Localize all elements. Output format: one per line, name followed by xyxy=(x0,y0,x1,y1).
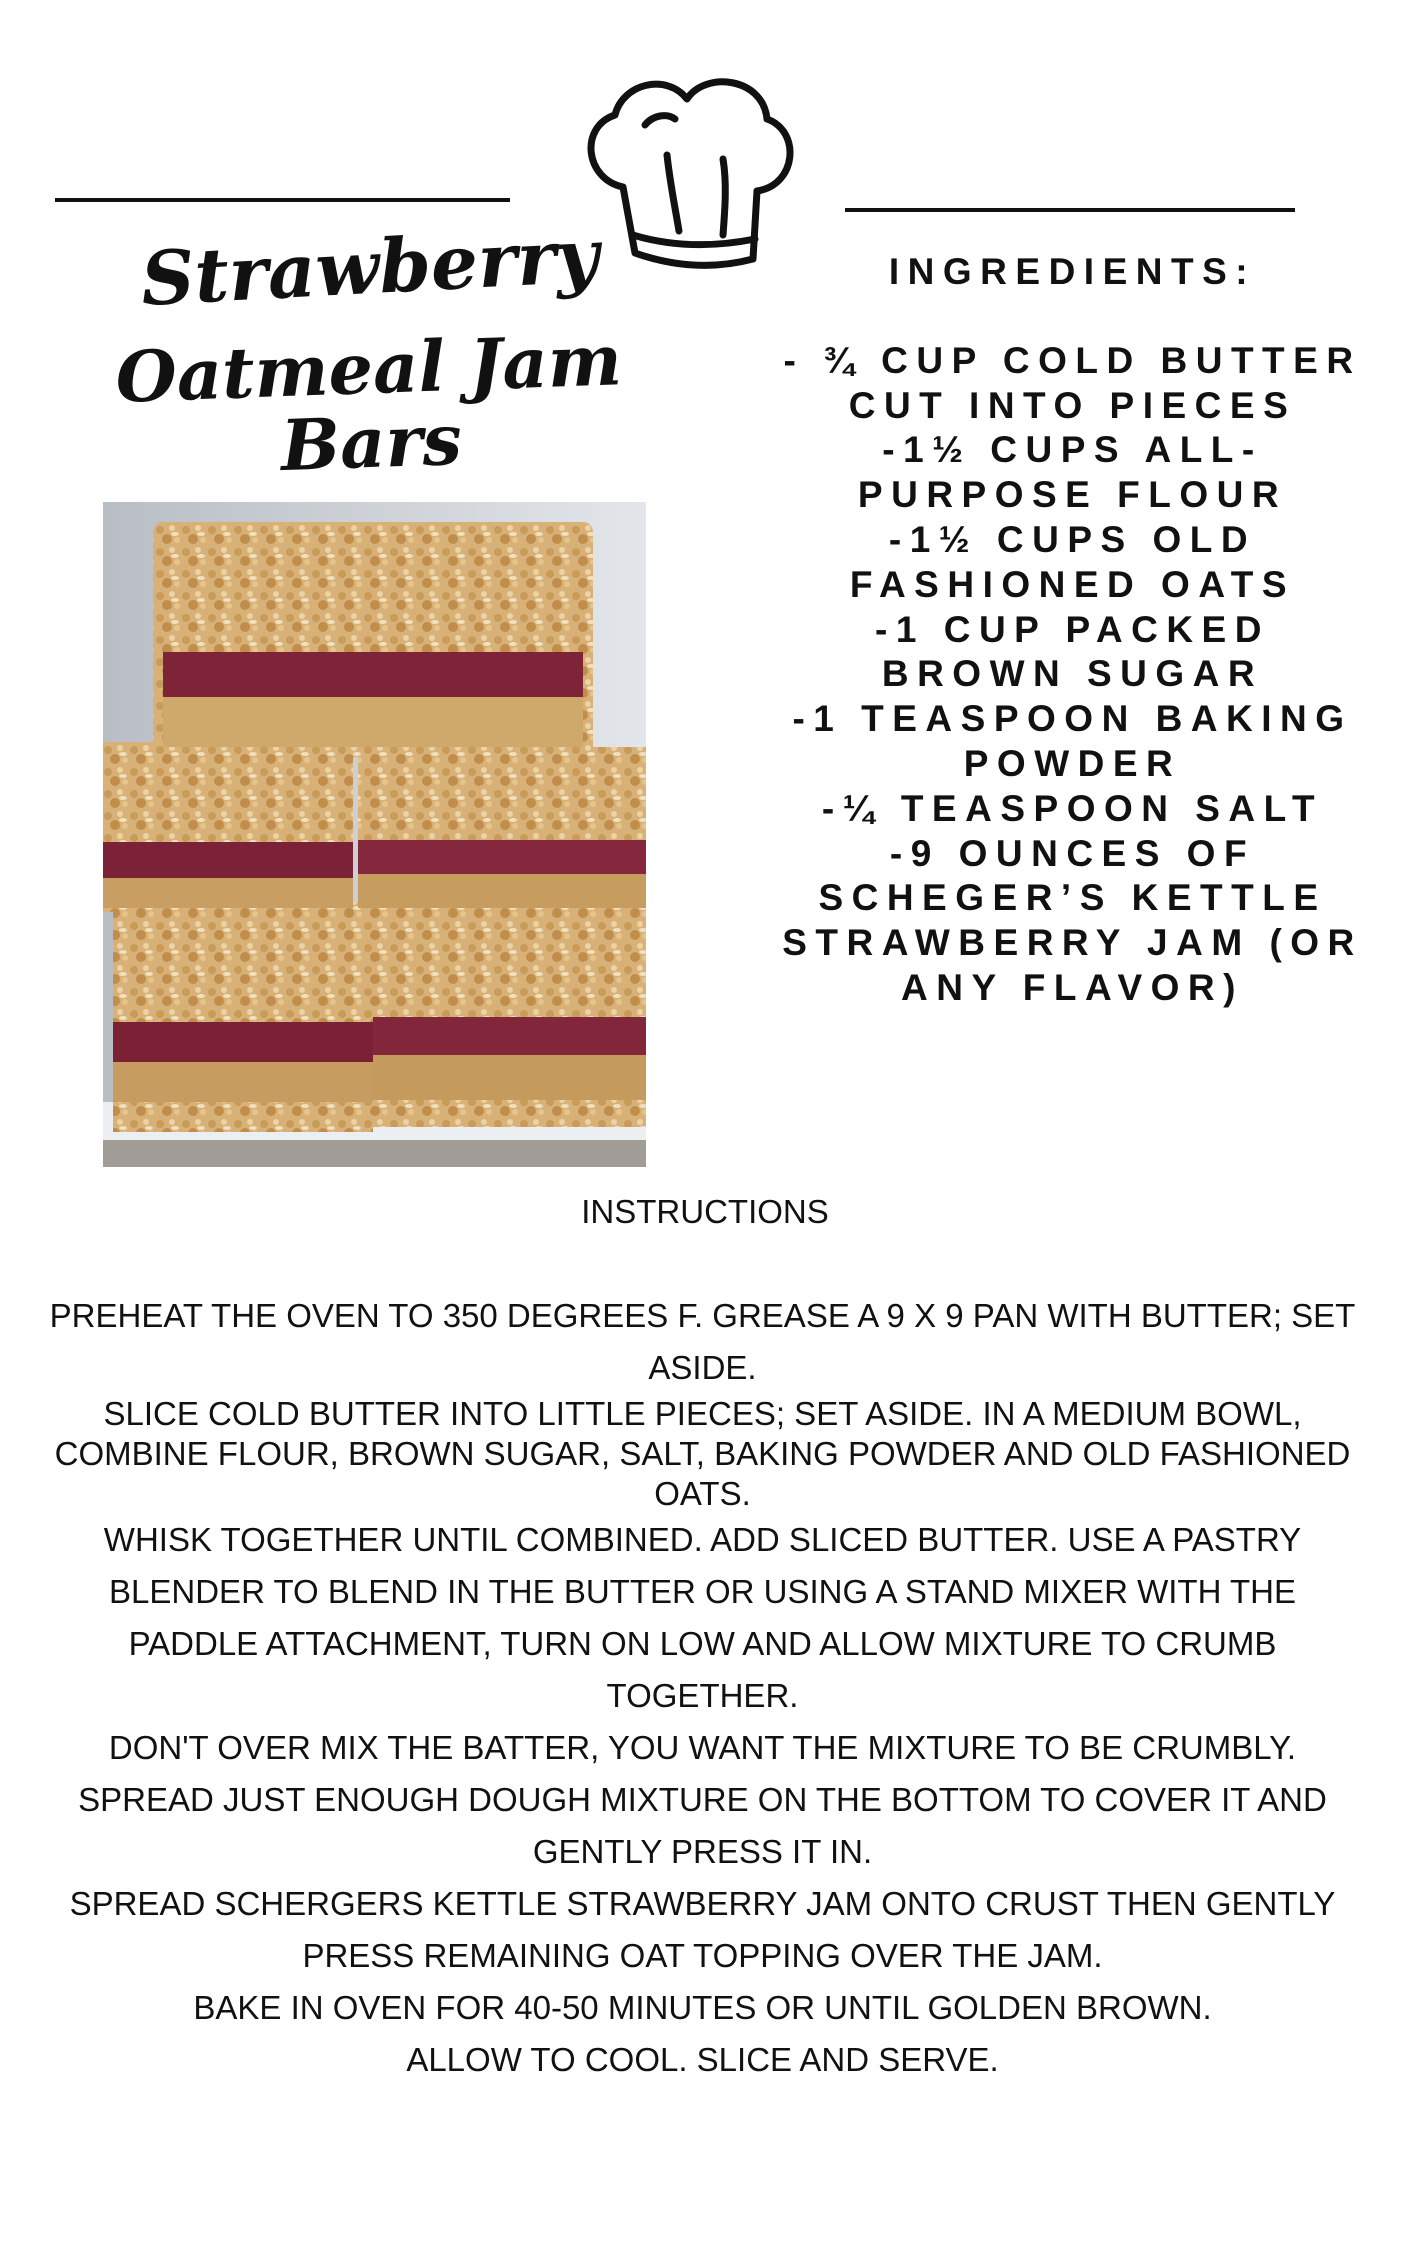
recipe-title-line2: Oatmeal Jam Bars xyxy=(114,317,624,487)
ingredient-item: - ¾ CUP COLD BUTTER CUT INTO PIECES xyxy=(783,339,1362,426)
ingredient-item: -1½ CUPS ALL-PURPOSE FLOUR xyxy=(857,429,1288,516)
instruction-step: SPREAD JUST ENOUGH DOUGH MIXTURE ON THE BOTTOM TO COVER IT AND GENTLY PRESS IT IN. xyxy=(78,1781,1327,1870)
instruction-step: WHISK TOGETHER UNTIL COMBINED. ADD SLICED BUTTER. USE A PASTRY BLENDER TO BLEND IN THE BUTTER OR USING A STAND MIXER WITH THE PADDLE ATTACHMENT, TURN ON LOW AND ALLOW MIXTURE TO CRUMB TOGETHER. xyxy=(103,1521,1302,1714)
divider-right xyxy=(845,208,1295,212)
instruction-step: BAKE IN OVEN FOR 40-50 MINUTES OR UNTIL GOLDEN BROWN. xyxy=(193,1989,1212,2026)
instruction-step: SPREAD SCHERGERS KETTLE STRAWBERRY JAM ONTO CRUST THEN GENTLY PRESS REMAINING OAT TOPPING OVER THE JAM. xyxy=(69,1885,1336,1974)
recipe-title xyxy=(70,213,670,487)
ingredients-list xyxy=(780,250,1365,1011)
instructions-list xyxy=(40,1290,1365,2086)
instruction-step: SLICE COLD BUTTER INTO LITTLE PIECES; SET ASIDE. IN A MEDIUM BOWL, COMBINE FLOUR, BROWN SUGAR, SALT, BAKING POWDER AND OLD FASHIONED OATS. xyxy=(54,1395,1351,1512)
ingredient-item: -1½ CUPS OLD FASHIONED OATS xyxy=(849,518,1296,605)
recipe-title-line1: Strawberry xyxy=(138,213,601,323)
ingredient-item: -¼ TEASPOON SALT xyxy=(821,787,1324,829)
instructions-heading: INSTRUCTIONS xyxy=(581,1193,829,1230)
ingredient-item: -9 OUNCES OF SCHEGER’S KETTLE STRAWBERRY JAM (OR ANY FLAVOR) xyxy=(782,832,1363,1008)
oatmeal-jam-bars-photo xyxy=(103,502,646,1167)
instruction-step: DON'T OVER MIX THE BATTER, YOU WANT THE MIXTURE TO BE CRUMBLY. xyxy=(108,1729,1297,1766)
ingredient-item: -1 TEASPOON BAKING POWDER xyxy=(792,698,1353,784)
instruction-step: PREHEAT THE OVEN TO 350 DEGREES F. GREASE A 9 X 9 PAN WITH BUTTER; SET ASIDE. xyxy=(49,1297,1356,1386)
instruction-step: ALLOW TO COOL. SLICE AND SERVE. xyxy=(406,2041,999,2078)
ingredient-item: -1 CUP PACKED BROWN SUGAR xyxy=(875,608,1270,695)
divider-left xyxy=(55,198,510,202)
ingredients-heading: INGREDIENTS: xyxy=(888,251,1257,292)
